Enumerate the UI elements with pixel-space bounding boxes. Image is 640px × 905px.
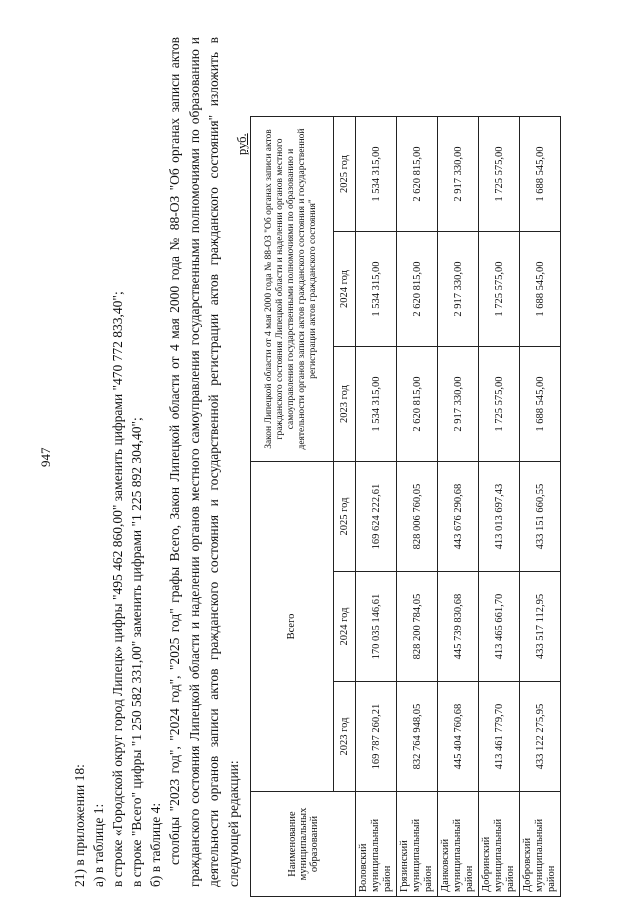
law-value-cell: 2 917 330,00 [438, 117, 479, 232]
law-value-cell: 2 620 815,00 [397, 347, 438, 462]
amendment-total: в строке "Всего" цифры "1 250 582 331,00" заменить цифрами "1 225 892 304,40"; [129, 417, 144, 887]
group-header-total: Всего [251, 462, 334, 792]
year-header: 2025 год [333, 117, 355, 232]
municipality-name: Грязинский муниципальный район [397, 792, 438, 897]
law-value-cell: 1 725 575,00 [479, 117, 520, 232]
currency-unit: руб. [235, 133, 249, 155]
year-header: 2025 год [333, 462, 355, 572]
law-value-cell: 1 688 545,00 [520, 347, 561, 462]
municipality-name: Данковский муниципальный район [438, 792, 479, 897]
total-value-cell: 413 013 697,43 [479, 462, 520, 572]
total-value-cell: 443 676 290,68 [438, 462, 479, 572]
law-value-cell: 2 620 815,00 [397, 232, 438, 347]
total-value-cell: 828 006 760,05 [397, 462, 438, 572]
law-value-cell: 1 688 545,00 [520, 117, 561, 232]
law-value-cell: 1 725 575,00 [479, 347, 520, 462]
law-value-cell: 1 534 315,00 [356, 232, 397, 347]
subitem-a: а) в таблице 1: [91, 803, 106, 887]
law-value-cell: 2 917 330,00 [438, 347, 479, 462]
page-number: 947 [38, 447, 53, 467]
law-value-cell: 1 688 545,00 [520, 232, 561, 347]
total-value-cell: 413 465 661,70 [479, 572, 520, 682]
total-value-cell: 169 624 222,61 [356, 462, 397, 572]
law-value-cell: 2 620 815,00 [397, 117, 438, 232]
item-21-heading: 21) в приложении 18: [72, 764, 87, 887]
law-value-cell: 1 534 315,00 [356, 347, 397, 462]
table-row [397, 117, 438, 897]
subitem-b: б) в таблице 4: [148, 802, 163, 887]
total-value-cell: 445 739 830,68 [438, 572, 479, 682]
budget-table [250, 116, 561, 897]
col-header-name: Наименование муниципальных образований [251, 792, 356, 897]
law-value-cell: 1 534 315,00 [356, 117, 397, 232]
total-value-cell: 433 151 660,55 [520, 462, 561, 572]
municipality-name: Добровский муниципальный район [520, 792, 561, 897]
year-header: 2023 год [333, 347, 355, 462]
total-value-cell: 445 404 760,68 [438, 682, 479, 792]
total-value-cell: 169 787 260,21 [356, 682, 397, 792]
total-value-cell: 828 200 784,05 [397, 572, 438, 682]
year-header: 2024 год [333, 572, 355, 682]
table-row [438, 117, 479, 897]
law-value-cell: 2 917 330,00 [438, 232, 479, 347]
total-value-cell: 433 122 275,95 [520, 682, 561, 792]
table-row [520, 117, 561, 897]
table-row [356, 117, 397, 897]
group-header-law: Закон Липецкой области от 4 мая 2000 года № 88-ОЗ "Об органах записи актов гражданского состояния Липецкой области и наделении органов местного самоуправления государственными полномочиями по образованию и деятельности органов записи актов гражданского состояния и государственной регистрации актов гражданского состояния" [251, 117, 334, 462]
total-value-cell: 413 461 779,70 [479, 682, 520, 792]
year-header: 2023 год [333, 682, 355, 792]
year-header: 2024 год [333, 232, 355, 347]
amendment-lipetsk: в строке «Городской округ город Липецк» цифры "495 462 860,00" заменить цифрами "470 772 833,40"; [110, 291, 125, 887]
total-value-cell: 832 764 948,05 [397, 682, 438, 792]
total-value-cell: 433 517 112,95 [520, 572, 561, 682]
amendment-body-text: столбцы "2023 год", "2024 год", "2025 год" графы Всего, Закон Липецкой области от 4 мая 2000 года № 88-ОЗ "Об органах записи актов гражданского состояния Липецкой области и наделении органов местного самоуправления государственными полномочиями по образованию и деятельности органов записи актов гражданского состояния и государственной регистрации актов гражданского состояния" изложить в следующей редакции: [167, 37, 241, 887]
municipality-name: Воловский муниципальный район [356, 792, 397, 897]
municipality-name: Добринский муниципальный район [479, 792, 520, 897]
total-value-cell: 170 035 146,61 [356, 572, 397, 682]
table-row [479, 117, 520, 897]
law-value-cell: 1 725 575,00 [479, 232, 520, 347]
